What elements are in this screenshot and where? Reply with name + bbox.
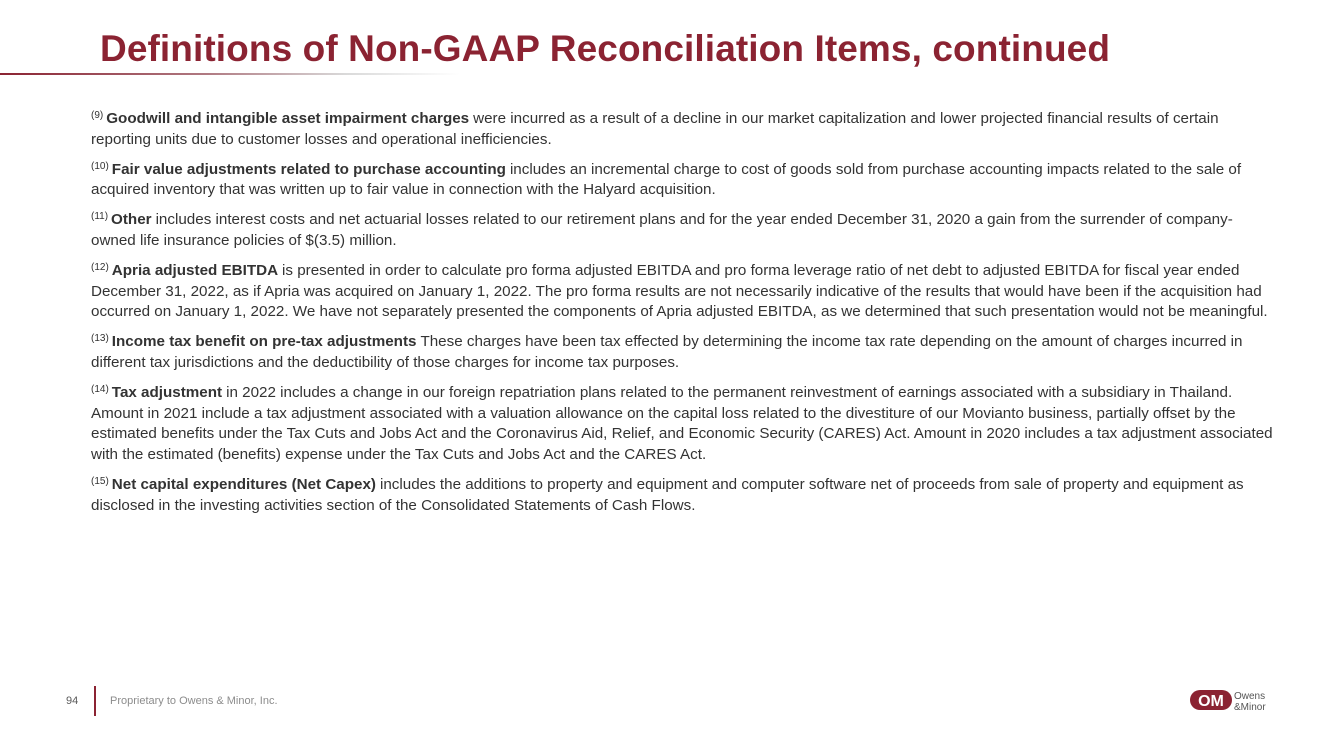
logo-line1: Owens	[1234, 691, 1266, 702]
slide-footer	[0, 684, 1333, 724]
definition-text: in 2022 includes a change in our foreign repatriation plans related to the permanent reinvestment of earnings associated with a subsidiary in Thailand. Amount in 2021 include a tax adjustment associated with a valuation allowance on the capital loss related to the divestiture of our Movianto business, partially offset by the estimated benefits under the Tax Cuts and Jobs Act and the Coronavirus Aid, Relief, and Economic Security (CARES) Act. Amount in 2020 includes a tax adjustment associated with the estimated (benefits) expense under the Tax Cuts and Jobs Act and the CARES Act.	[91, 383, 1273, 464]
footnote-number: (14)	[91, 383, 109, 395]
definition-text: includes interest costs and net actuarial losses related to our retirement plans and for the year ended December 31, 2020 a gain from the surrender of company-owned life insurance policies of $(3.5) million.	[91, 211, 1233, 249]
definition-text: includes an incremental charge to cost of goods sold from purchase accounting impacts related to the sale of acquired inventory that was written up to fair value in connection with the Halyard acquisition.	[91, 160, 1242, 199]
definitions-list	[91, 106, 1276, 523]
definition-term: Fair value adjustments related to purchase accounting	[111, 160, 506, 178]
definition-text: were incurred as a result of a decline in our market capitalization and lower projected financial results of certain reporting units due to customer losses and operational inefficiencies.	[91, 110, 1219, 148]
page-number: 94	[66, 695, 79, 707]
definition-term: Net capital expenditures (Net Capex)	[111, 475, 376, 493]
footnote-number: (10)	[91, 160, 109, 172]
footer-divider	[94, 686, 96, 716]
footnote-number: (11)	[91, 211, 109, 223]
definition-item	[91, 106, 1276, 151]
definition-text: is presented in order to calculate pro forma adjusted EBITDA and pro forma leverage ratio of net debt to adjusted EBITDA for fiscal year ended December 31, 2022, as if Apria was acquired on January 1, 2022. The pro forma results are not necessarily indicative of the results that would have been if the acquisition had occurred on January 1, 2022. We have not separately presented the components of Apria adjusted EBITDA, as we determined that such presentation would not be meaningful.	[91, 261, 1268, 321]
definition-term: Other	[111, 211, 152, 229]
footer-text: Proprietary to Owens & Minor, Inc.	[110, 695, 278, 707]
page-title: Definitions of Non-GAAP Reconciliation Items, continued	[100, 28, 1111, 69]
definition-item	[91, 258, 1276, 323]
definition-item	[91, 380, 1276, 466]
logo-mark: OM	[1198, 693, 1224, 710]
footnote-number: (12)	[91, 261, 109, 273]
footnote-number: (9)	[91, 110, 104, 121]
definition-text: These charges have been tax effected by determining the income tax rate depending on the amount of charges incurred in different tax jurisdictions and the deductibility of those charges for income tax purposes.	[91, 333, 1243, 371]
definition-term: Income tax benefit on pre-tax adjustments	[111, 333, 417, 351]
title-underline	[0, 73, 460, 75]
footnote-number: (15)	[91, 475, 109, 487]
definition-item	[91, 157, 1276, 202]
footnote-number: (13)	[91, 333, 109, 345]
definition-term: Goodwill and intangible asset impairment charges	[106, 110, 470, 127]
definition-item	[91, 329, 1276, 374]
definition-item	[91, 472, 1276, 517]
definition-term: Tax adjustment	[111, 383, 223, 401]
logo-line2: &Minor	[1234, 702, 1266, 713]
definition-text: includes the additions to property and equipment and computer software net of proceeds from sale of property and equipment as disclosed in the investing activities section of the Consolidated Statements of Cash Flows.	[91, 475, 1244, 514]
logo-graphic	[1190, 688, 1280, 714]
definition-term: Apria adjusted EBITDA	[111, 261, 279, 279]
definition-item	[91, 207, 1276, 252]
owens-minor-logo	[1190, 688, 1280, 714]
